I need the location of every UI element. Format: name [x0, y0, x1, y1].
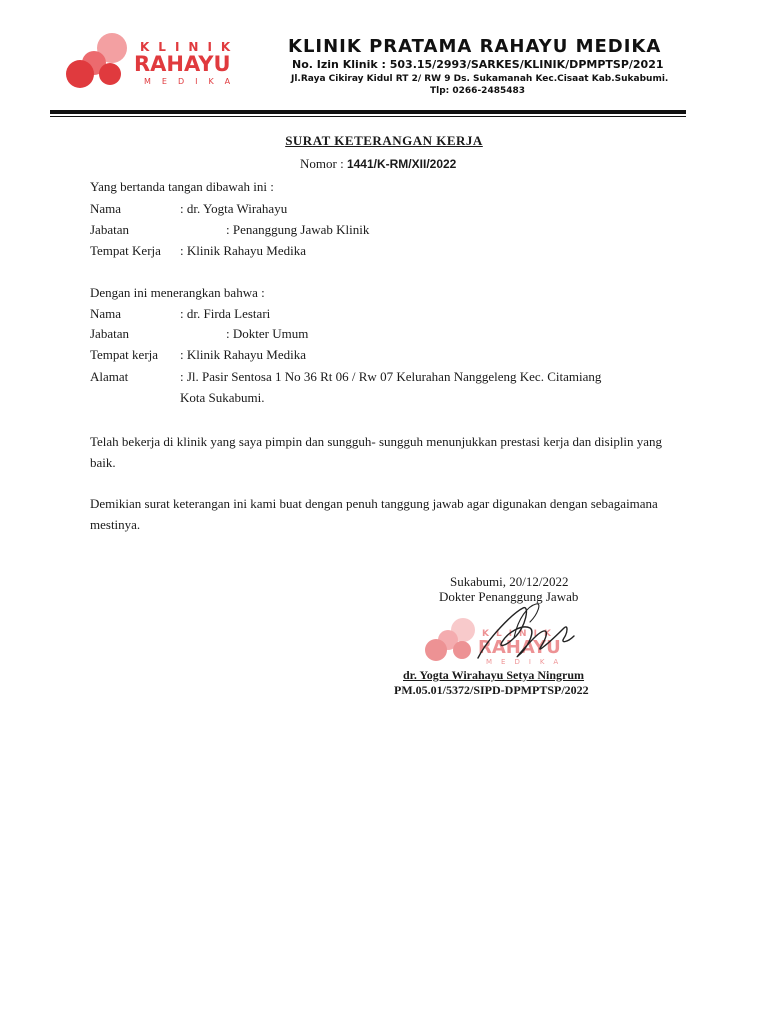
- logo-word-top: KLINIK: [140, 40, 240, 54]
- employee-name-label: Nama: [90, 306, 122, 321]
- logo-circle-red: [66, 60, 94, 88]
- stamp-circle-small: [453, 641, 471, 659]
- letter-number-value: 1441/K-RM/XII/2022: [346, 157, 457, 171]
- employee-address-label: Alamat: [90, 369, 129, 384]
- logo-word-main: RAHAYU: [134, 52, 231, 76]
- signature-name: dr. Yogta Wirahayu Setya Ningrum: [403, 668, 585, 682]
- signature-license: PM.05.01/5372/SIPD-DPMPTSP/2022: [394, 683, 589, 697]
- stamp-circle-red: [425, 639, 447, 661]
- signer-name-value: : dr. Yogta Wirahayu: [180, 201, 288, 216]
- intro-text: Yang bertanda tangan dibawah ini :: [90, 179, 274, 194]
- clinic-name: KLINIK PRATAMA RAHAYU MEDIKA: [288, 36, 662, 57]
- clinic-address: Jl.Raya Cikiray Kidul RT 2/ RW 9 Ds. Sukamanah Kec.Cisaat Kab.Sukabumi.: [291, 74, 669, 84]
- signature-stamp: [418, 598, 618, 670]
- statement-intro: Dengan ini menerangkan bahwa :: [90, 285, 265, 300]
- signature-role: Dokter Penanggung Jawab: [439, 589, 579, 604]
- signature-place-date: Sukabumi, 20/12/2022: [450, 574, 569, 589]
- signer-workplace-value: : Klinik Rahayu Medika: [180, 243, 307, 258]
- body-paragraph-1: Telah bekerja di klinik yang saya pimpin dan sungguh- sungguh menunjukkan prestasi kerja dan disiplin yang baik.: [90, 434, 663, 470]
- clinic-license: No. Izin Klinik : 503.15/2993/SARKES/KLINIK/DPMPTSP/2021: [292, 58, 664, 71]
- employee-workplace-value: : Klinik Rahayu Medika: [180, 347, 307, 362]
- employee-workplace-label: Tempat kerja: [90, 347, 159, 362]
- stamp-word-main: RAHAYU: [478, 637, 561, 658]
- clinic-phone: Tlp: 0266-2485483: [430, 86, 526, 96]
- employee-address-line-1: : Jl. Pasir Sentosa 1 No 36 Rt 06 / Rw 07 Kelurahan Nanggeleng Kec. Citamiang: [180, 369, 602, 384]
- logo-circle-small: [99, 63, 121, 85]
- stamp-word-top: KLINIK: [482, 629, 558, 639]
- signer-position-value: : Penanggung Jawab Klinik: [226, 222, 370, 237]
- employee-name-value: : dr. Firda Lestari: [180, 306, 271, 321]
- logo-word-bottom: MEDIKA: [144, 77, 242, 86]
- signer-name-label: Nama: [90, 201, 122, 216]
- clinic-logo: [62, 30, 254, 92]
- header-divider-thin: [50, 116, 686, 117]
- employee-position-label: Jabatan: [90, 326, 129, 341]
- signer-workplace-label: Tempat Kerja: [90, 243, 161, 258]
- signer-position-label: Jabatan: [90, 222, 129, 237]
- header-divider-thick: [50, 110, 686, 114]
- letter-number: [300, 156, 456, 172]
- employee-address-line-2: Kota Sukabumi.: [180, 390, 265, 405]
- letter-title: SURAT KETERANGAN KERJA: [285, 133, 483, 148]
- employee-position-value: : Dokter Umum: [226, 326, 309, 341]
- stamp-word-bottom: MEDIKA: [486, 658, 568, 666]
- body-paragraph-2: Demikian surat keterangan ini kami buat dengan penuh tanggung jawab agar digunakan dengan sebagaimana mestinya.: [90, 496, 658, 532]
- letter-number-label: Nomor :: [300, 156, 347, 171]
